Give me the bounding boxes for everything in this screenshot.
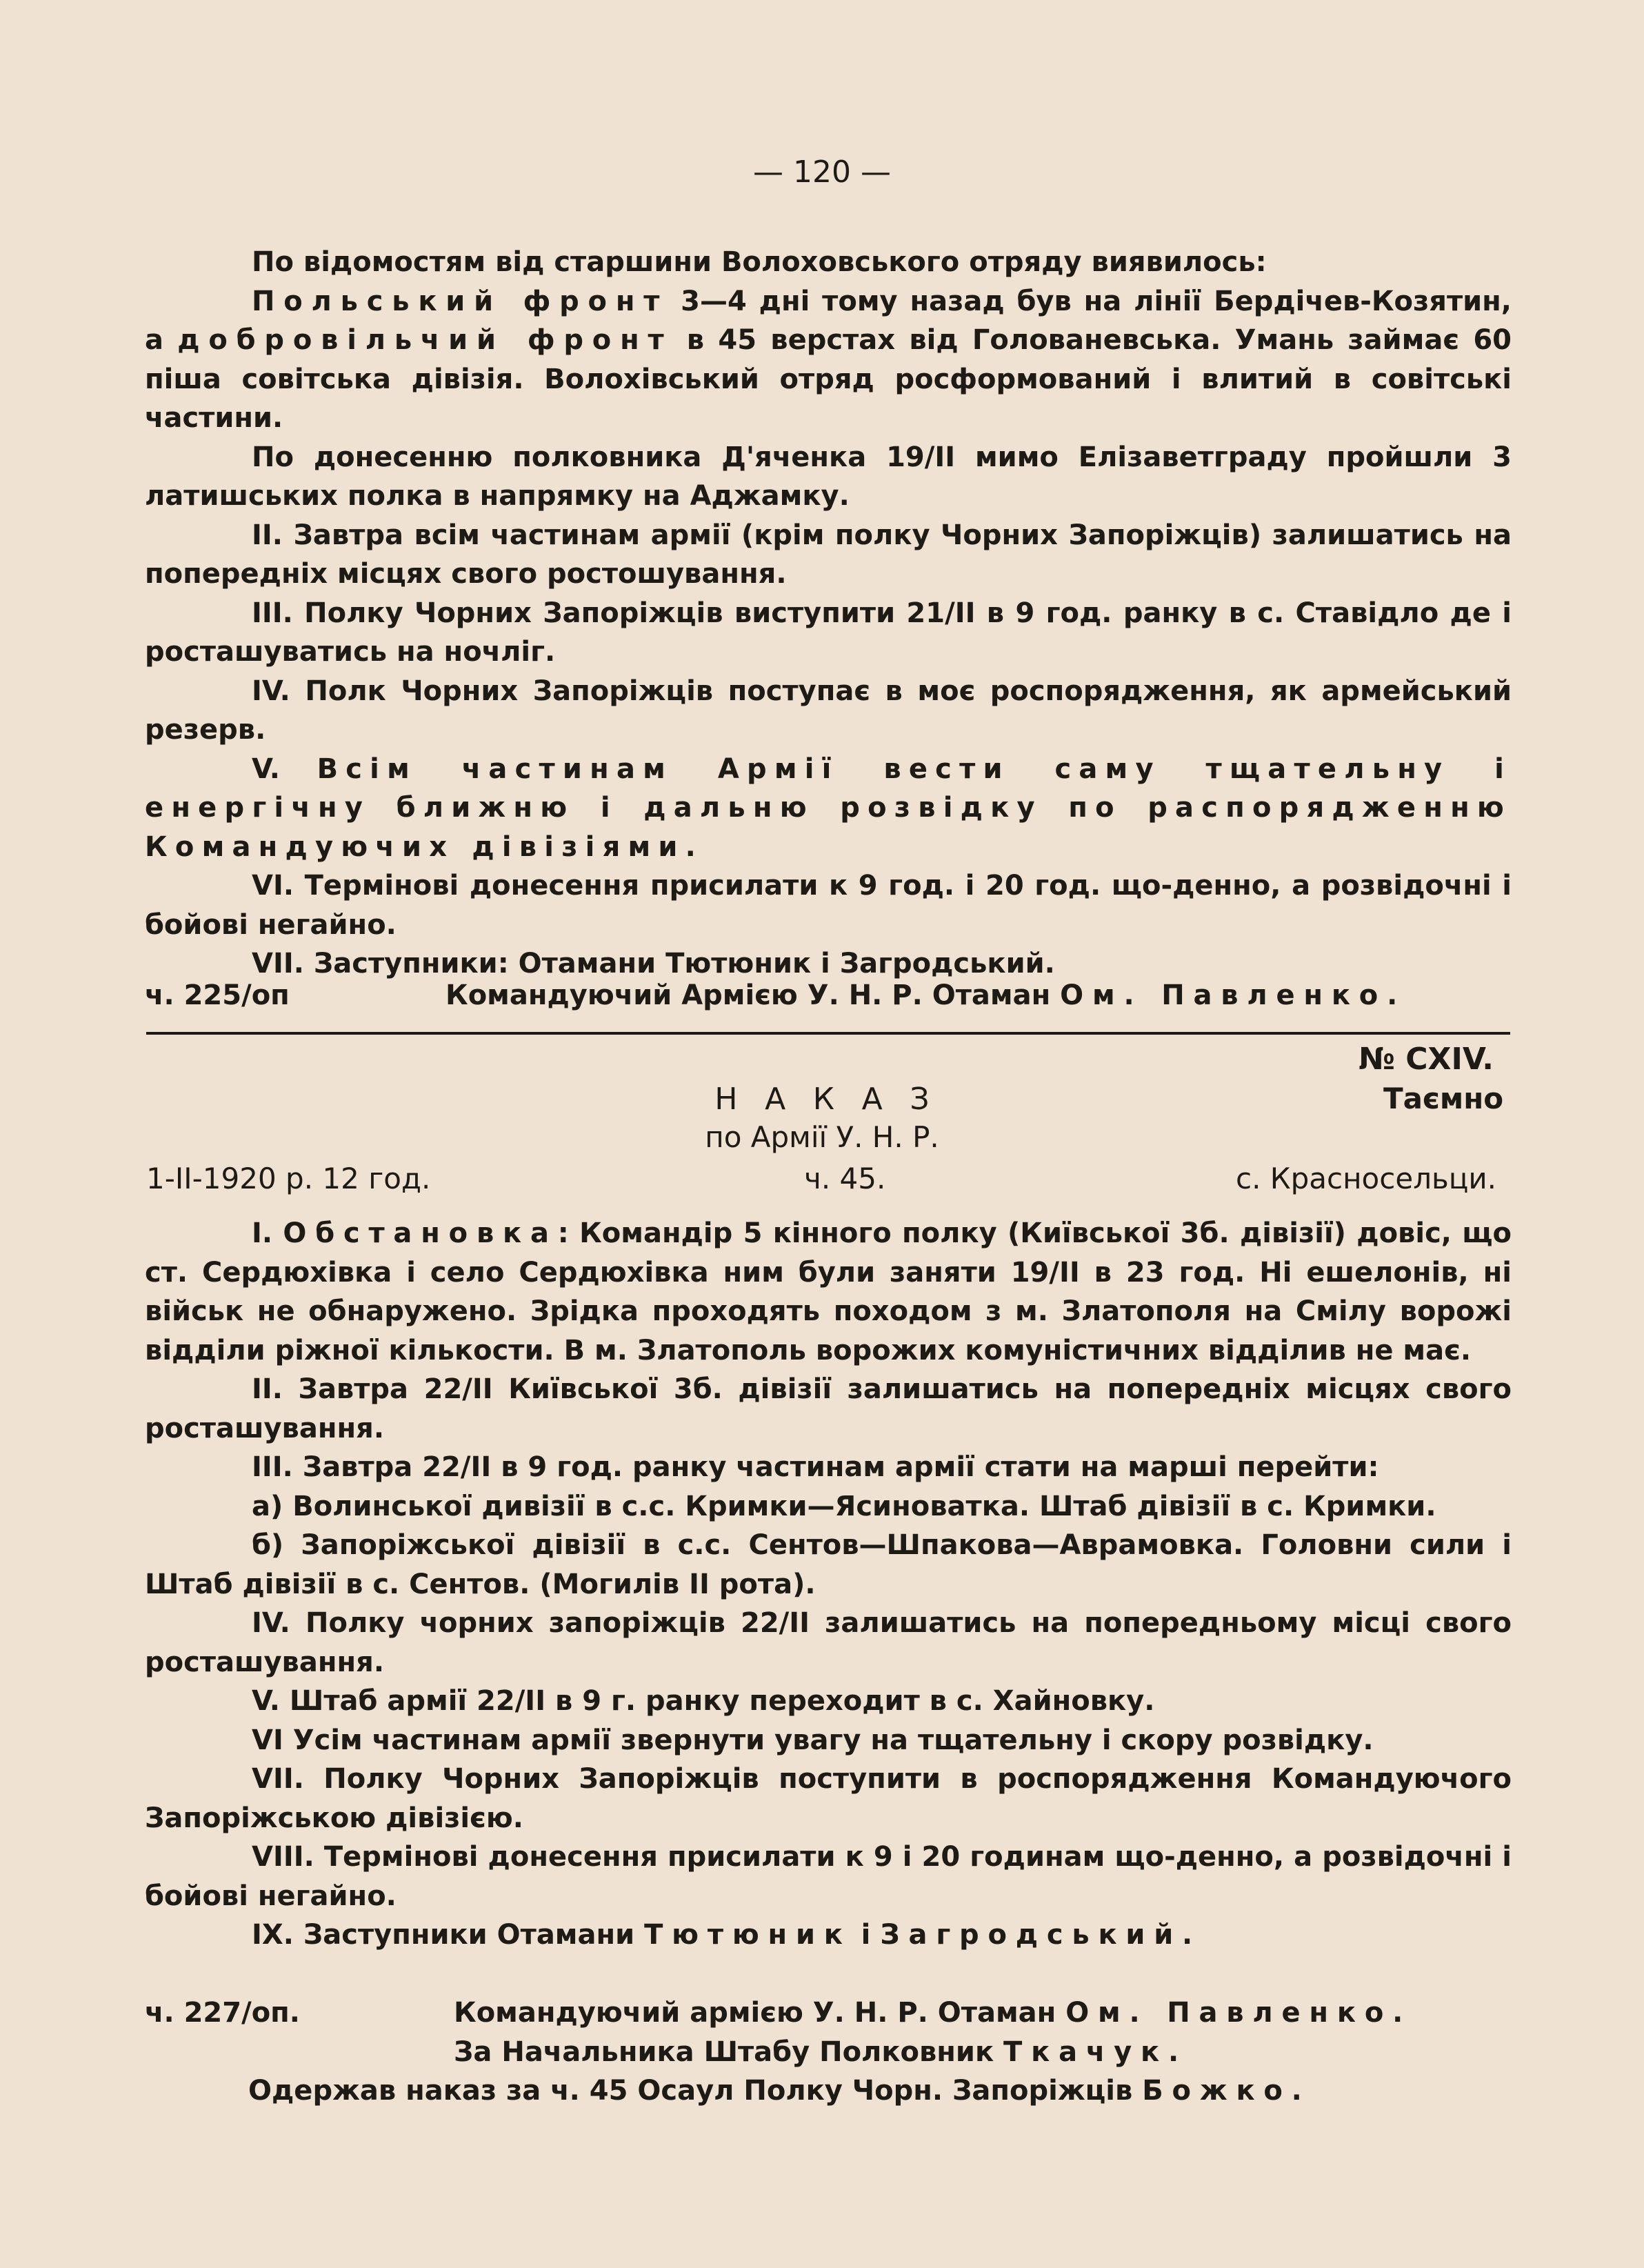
paragraph-item-6: VI Усім частинам армії звернути увагу на тщательну і скору розвідку. bbox=[252, 1724, 1374, 1756]
spaced-term: Польський фронт bbox=[252, 285, 669, 317]
paragraph-item-7: VII. Полку Чорних Запоріжців поступити в роспорядження Командуючого Запоріжською дівізією. bbox=[145, 1763, 1512, 1834]
paragraph-item-2: II. Завтра 22/II Київської 3б. дівізії залишатись на попередніх місцях свого росташування. bbox=[145, 1373, 1512, 1444]
signature-text: Командуючий Армією У. Н. Р. Отаман bbox=[445, 979, 1051, 1011]
paragraph-item-7: VII. Заступники: Отамани Тютюник і Загродський. bbox=[252, 948, 1055, 979]
received-text: Одержав наказ за ч. 45 Осаул Полку Чорн. Запоріжців bbox=[248, 2075, 1133, 2107]
signature-block bbox=[454, 1997, 1412, 2029]
paragraph-item-3: III. Завтра 22/II в 9 год. ранку частинам армії стати на марші перейти: bbox=[252, 1451, 1379, 1483]
paragraph-text: IX. Заступники Отамани bbox=[252, 1919, 645, 1951]
paragraph-item-3b: б) Запоріжської дівізії в с.с. Сентов—Шпакова—Аврамовка. Головни сили і Штаб дівізії в с. Сентов. (Могилів II рота). bbox=[145, 1529, 1512, 1600]
spaced-name: Тютюник bbox=[644, 1919, 852, 1951]
signature-name: Ом. Павленко. bbox=[1060, 979, 1407, 1011]
order-date: 1-II-1920 р. 12 год. bbox=[146, 1162, 431, 1195]
paragraph-fronts bbox=[145, 282, 1512, 438]
paragraph-item-9 bbox=[145, 1916, 1512, 1955]
spaced-name: Загродський. bbox=[880, 1919, 1202, 1951]
paragraph-item-5: V. Штаб армії 22/II в 9 г. ранку переходит в с. Хайновку. bbox=[252, 1685, 1155, 1717]
paragraph-text: : Командір 5 кінного полку (Київської 3б. дівізії) довіс, що ст. Сердюхівка і село Сердюхівка ним були заняти 19/II в 23 год. Ні ешелонів, ні військ не обнаружено. Зрідка проходять походом з м. Златополя на Смілу ворожі відділи ріжної кількости. В м. Златополь ворожих комуністичних відділив не має. bbox=[145, 1217, 1512, 1366]
order-title: НАКАЗ bbox=[714, 1082, 957, 1117]
paragraph-item-8: VIII. Термінові донесення присилати к 9 і 20 годинам що-денно, а розвідочні і бойові негайно. bbox=[145, 1841, 1512, 1912]
chief-of-staff-line bbox=[454, 2036, 1187, 2068]
spaced-term: Обстановка bbox=[283, 1217, 558, 1249]
paragraph-text: і bbox=[851, 1919, 881, 1951]
paragraph-text: 3—4 дні тому назад був на лінії Бердічев-Козятин, а bbox=[145, 285, 1512, 356]
spaced-term: добровільчий фронт bbox=[177, 324, 673, 356]
section-2 bbox=[145, 1214, 1512, 1955]
order-subtitle: по Армії У. Н. Р. bbox=[705, 1120, 939, 1154]
signature-block bbox=[445, 979, 1406, 1011]
paragraph-item-5 bbox=[145, 750, 1512, 867]
page-number: — 120 — bbox=[753, 155, 891, 190]
paragraph-item-6: VI. Термінові донесення присилати к 9 год. і 20 год. що-денно, а розвідочні і бойові негайно. bbox=[145, 870, 1512, 941]
secret-label: Таємно bbox=[1383, 1082, 1504, 1115]
paragraph-item-2: II. Завтра всім частинам армії (крім полку Чорних Запоріжців) залишатись на попередніх місцях свого ростошування. bbox=[145, 519, 1512, 590]
chief-text: За Начальника Штабу Полковник bbox=[454, 2036, 994, 2068]
paragraph-situation bbox=[145, 1214, 1512, 1370]
order-place: с. Красносельци. bbox=[1236, 1162, 1497, 1195]
item-number: I. bbox=[252, 1217, 283, 1249]
paragraph-text: в 45 верстах від Голованевська. Умань займає 60 піша совітська дівізія. Волохівський отряд росформований і влитий в совітські частини. bbox=[145, 324, 1512, 434]
paragraph-item-3: III. Полку Чорних Запоріжців виступити 21/II в 9 год. ранку в с. Ставідло де і росташуватись на ночліг. bbox=[145, 597, 1512, 668]
spaced-text: Всім частинам Армії вести саму тщательну і енергічну ближню і дальню розвідку по распорядженню Командуючих дівізіями. bbox=[145, 753, 1512, 863]
document-number: ч. 225/оп bbox=[145, 979, 290, 1011]
signature-name: Ом. Павленко. bbox=[1065, 1997, 1412, 2029]
document-number: ч. 227/оп. bbox=[145, 1997, 300, 2029]
section-1 bbox=[145, 243, 1512, 984]
received-line bbox=[248, 2075, 1311, 2107]
item-number: V. bbox=[252, 753, 317, 785]
order-issue-number: ч. 45. bbox=[804, 1162, 886, 1195]
order-number: № CXIV. bbox=[1359, 1042, 1494, 1077]
signature-line-1 bbox=[145, 979, 1512, 1011]
paragraph-item-3a: а) Волинської дивізії в с.с. Кримки—Ясиноватка. Штаб дівізії в с. Кримки. bbox=[252, 1490, 1436, 1522]
received-name: Божко. bbox=[1142, 2075, 1311, 2107]
paragraph-intro: По відомостям від старшини Волоховського отряду виявилось: bbox=[252, 246, 1267, 278]
signature-text: Командуючий армією У. Н. Р. Отаман bbox=[454, 1997, 1056, 2029]
paragraph-report: По донесенню полковника Д'яченка 19/II мимо Елізаветграду пройшли 3 латишських полка в напрямку на Аджамку. bbox=[145, 441, 1512, 512]
chief-name: Ткачук. bbox=[1003, 2036, 1187, 2068]
paragraph-item-4: IV. Полк Чорних Запоріжців поступає в моє роспорядження, як армейський резерв. bbox=[145, 675, 1512, 746]
section-divider bbox=[146, 1032, 1510, 1035]
signature-line-2 bbox=[145, 1997, 1512, 2029]
paragraph-item-4: IV. Полку чорних запоріжців 22/II залишатись на попередньому місці свого росташування. bbox=[145, 1607, 1512, 1678]
